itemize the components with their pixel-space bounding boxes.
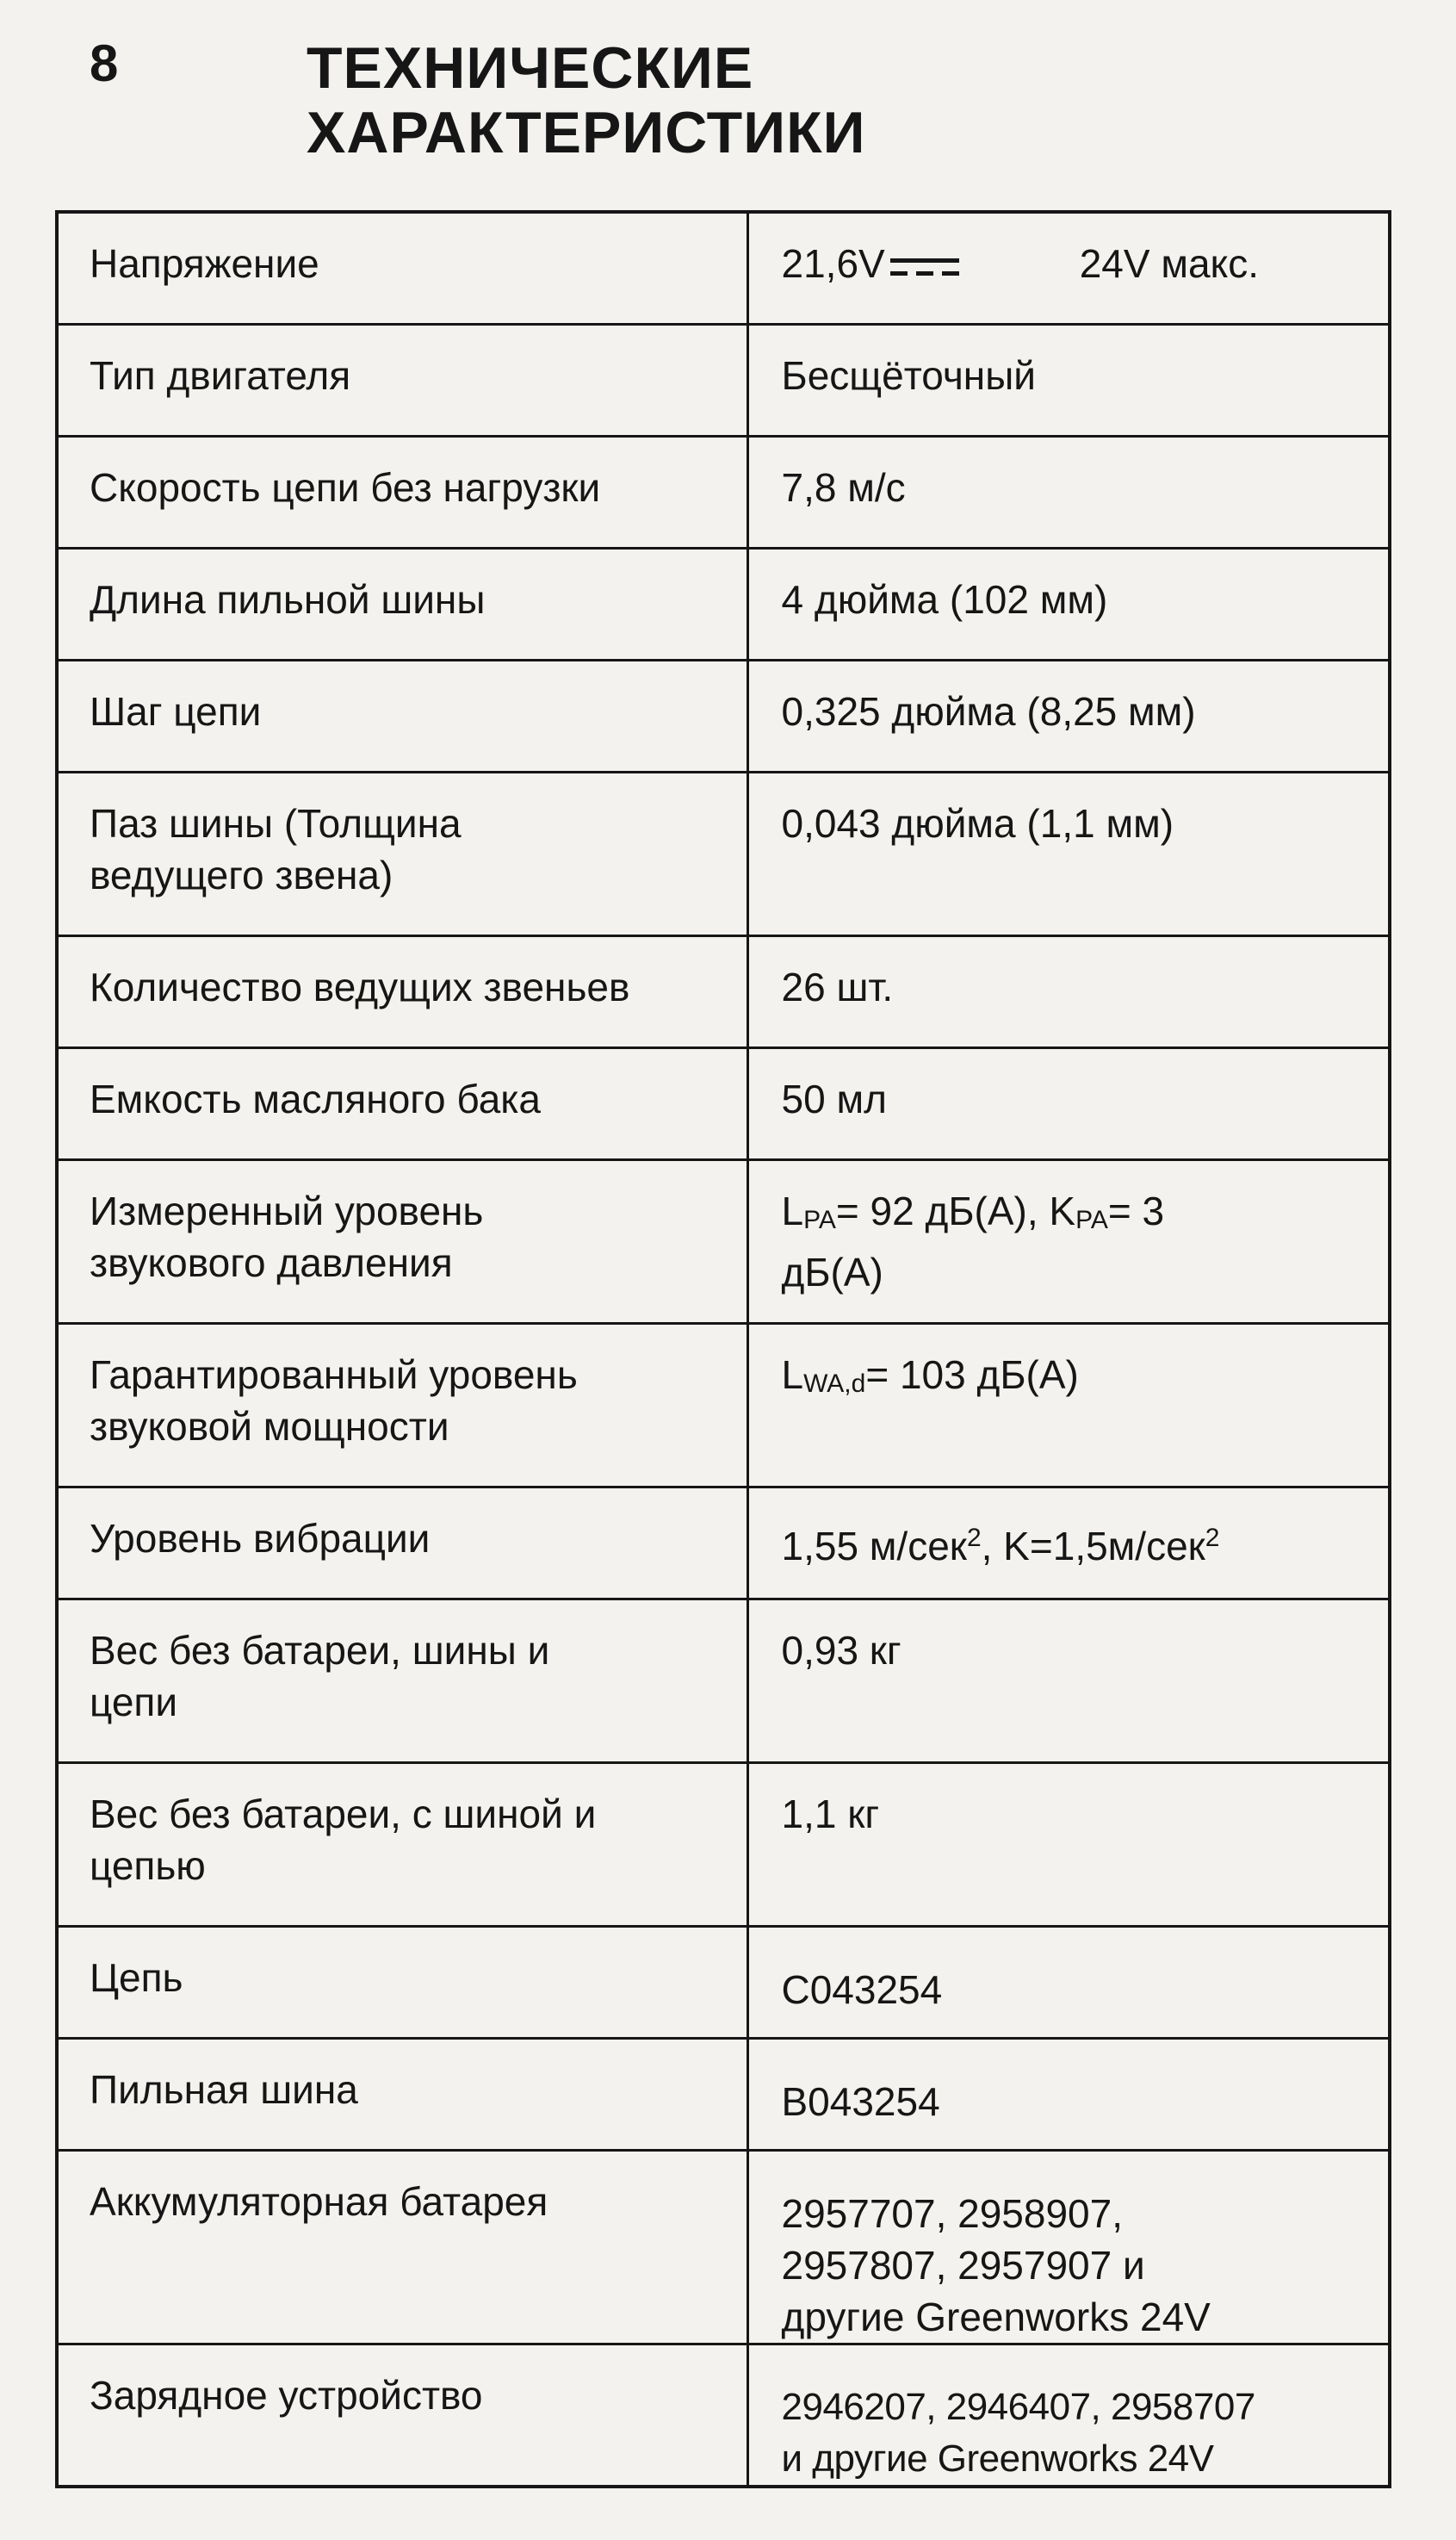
sound-pressure-l-subscript: PA bbox=[803, 1205, 836, 1234]
table-row-oil-tank bbox=[57, 1047, 1390, 1159]
vibration-value-cell bbox=[747, 1487, 1390, 1599]
table-row-weight-no-bar bbox=[57, 1599, 1390, 1762]
vibration-value-b: , K=1,5м/сек bbox=[981, 1523, 1205, 1568]
spec-table bbox=[55, 210, 1391, 2488]
chain-pitch-label: Шаг цепи bbox=[57, 660, 747, 772]
weight-with-bar-value: 1,1 кг bbox=[747, 1762, 1390, 1926]
table-row-bar-groove bbox=[57, 772, 1390, 935]
table-row-weight-with-bar bbox=[57, 1762, 1390, 1926]
drive-links-value: 26 шт. bbox=[747, 935, 1390, 1047]
bar-groove-value: 0,043 дюйма (1,1 мм) bbox=[747, 772, 1390, 935]
drive-links-label: Количество ведущих звеньев bbox=[57, 935, 747, 1047]
table-row-sound-pressure bbox=[57, 1159, 1390, 1323]
sound-pressure-k-letter: K bbox=[1049, 1188, 1076, 1233]
dc-voltage-icon bbox=[890, 256, 959, 278]
bar-length-value: 4 дюйма (102 мм) bbox=[747, 548, 1390, 660]
saw-bar-label: Пильная шина bbox=[57, 2038, 747, 2150]
table-row-charger bbox=[57, 2344, 1390, 2487]
chain-speed-label: Скорость цепи без нагрузки bbox=[57, 436, 747, 548]
table-row-bar-length bbox=[57, 548, 1390, 660]
table-row-chain-speed bbox=[57, 436, 1390, 548]
page-title-line-2: ХАРАКТЕРИСТИКИ bbox=[307, 99, 866, 165]
vibration-label: Уровень вибрации bbox=[57, 1487, 747, 1599]
chain-pitch-value: 0,325 дюйма (8,25 мм) bbox=[747, 660, 1390, 772]
table-row-chain-pitch bbox=[57, 660, 1390, 772]
charger-value: 2946207, 2946407, 2958707 и другие Greenworks 24V bbox=[747, 2344, 1390, 2487]
sound-power-l-value: = 103 дБ(А) bbox=[865, 1351, 1079, 1397]
weight-no-bar-value: 0,93 кг bbox=[747, 1599, 1390, 1762]
section-number: 8 bbox=[90, 34, 119, 92]
chain-speed-value: 7,8 м/с bbox=[747, 436, 1390, 548]
sound-pressure-label: Измеренный уровень звукового давления bbox=[57, 1159, 747, 1323]
page-title-line-1: ТЕХНИЧЕСКИЕ bbox=[307, 35, 754, 101]
oil-tank-label: Емкость масляного бака bbox=[57, 1047, 747, 1159]
voltage-label: Напряжение bbox=[57, 212, 747, 324]
weight-with-bar-label: Вес без батареи, с шиной и цепью bbox=[57, 1762, 747, 1926]
table-row-sound-power bbox=[57, 1323, 1390, 1487]
vibration-value-a: 1,55 м/сек bbox=[781, 1523, 967, 1568]
table-row-voltage bbox=[57, 212, 1390, 324]
sound-power-l-letter: L bbox=[781, 1351, 804, 1397]
table-row-chain bbox=[57, 1926, 1390, 2038]
voltage-value-cell bbox=[747, 212, 1390, 324]
charger-label: Зарядное устройство bbox=[57, 2344, 747, 2487]
page-title bbox=[307, 36, 865, 165]
sound-pressure-value-cell bbox=[747, 1159, 1390, 1323]
battery-value: 2957707, 2958907, 2957807, 2957907 и другие Greenworks 24V bbox=[747, 2150, 1390, 2344]
table-row-battery bbox=[57, 2150, 1390, 2344]
chain-value: C043254 bbox=[747, 1926, 1390, 2038]
sound-power-l-subscript: WA,d bbox=[803, 1369, 866, 1398]
vibration-exponent-b: 2 bbox=[1205, 1523, 1220, 1552]
table-row-vibration bbox=[57, 1487, 1390, 1599]
voltage-value: 21,6V bbox=[781, 241, 885, 286]
oil-tank-value: 50 мл bbox=[747, 1047, 1390, 1159]
bar-length-label: Длина пильной шины bbox=[57, 548, 747, 660]
motor-type-label: Тип двигателя bbox=[57, 324, 747, 436]
sound-power-value-cell bbox=[747, 1323, 1390, 1487]
battery-label: Аккумуляторная батарея bbox=[57, 2150, 747, 2344]
motor-type-value: Бесщёточный bbox=[747, 324, 1390, 436]
table-row-motor-type bbox=[57, 324, 1390, 436]
bar-groove-label: Паз шины (Толщина ведущего звена) bbox=[57, 772, 747, 935]
sound-power-label: Гарантированный уровень звуковой мощности bbox=[57, 1323, 747, 1487]
sound-pressure-l-letter: L bbox=[781, 1188, 804, 1233]
sound-pressure-l-value: = 92 дБ(А), bbox=[835, 1188, 1050, 1233]
saw-bar-value: B043254 bbox=[747, 2038, 1390, 2150]
voltage-max: 24V макс. bbox=[1079, 241, 1259, 286]
table-row-drive-links bbox=[57, 935, 1390, 1047]
chain-label: Цепь bbox=[57, 1926, 747, 2038]
vibration-exponent-a: 2 bbox=[966, 1523, 982, 1552]
weight-no-bar-label: Вес без батареи, шины и цепи bbox=[57, 1599, 747, 1762]
table-row-saw-bar bbox=[57, 2038, 1390, 2150]
sound-pressure-k-value: = 3 дБ(А) bbox=[781, 1188, 1165, 1295]
sound-pressure-k-subscript: PA bbox=[1075, 1205, 1108, 1234]
